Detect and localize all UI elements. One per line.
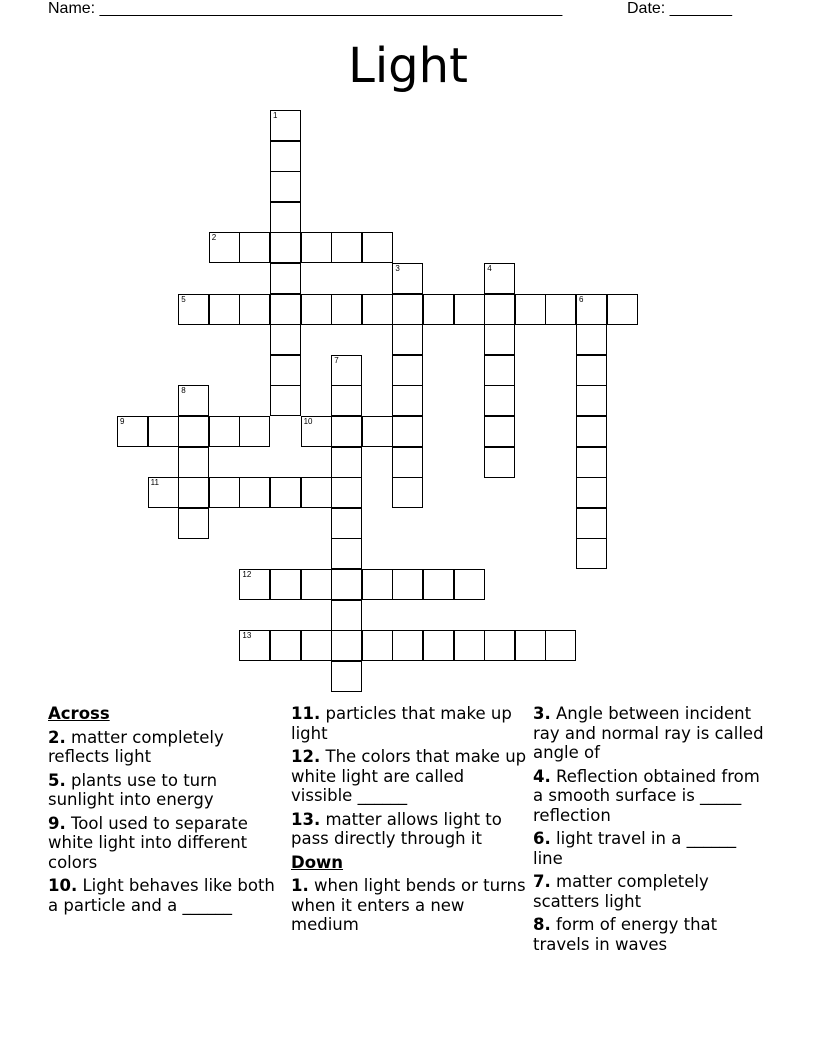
- grid-cell[interactable]: [423, 294, 454, 325]
- grid-cell[interactable]: [576, 508, 607, 539]
- grid-cell[interactable]: [301, 232, 332, 263]
- clue-number: 1.: [291, 876, 309, 895]
- grid-cell[interactable]: [576, 416, 607, 447]
- grid-cell[interactable]: [331, 416, 362, 447]
- grid-cell[interactable]: [392, 416, 423, 447]
- grid-cell[interactable]: [239, 294, 270, 325]
- clue-number: 13.: [291, 809, 321, 829]
- clue-down-1: [291, 876, 529, 935]
- grid-cell[interactable]: [331, 385, 362, 416]
- grid-cell[interactable]: [392, 447, 423, 478]
- grid-cell[interactable]: [239, 569, 270, 600]
- clue-text: particles that make up light: [291, 704, 512, 743]
- grid-cell[interactable]: [515, 294, 546, 325]
- grid-cell[interactable]: [270, 232, 301, 263]
- cell-number: 1: [273, 111, 278, 120]
- clue-across-13: [291, 810, 529, 849]
- clue-across-9: [48, 814, 286, 873]
- clue-text: when light bends or turns when it enters a new medium: [291, 876, 526, 934]
- clue-number: 4.: [533, 766, 551, 786]
- grid-cell[interactable]: [392, 477, 423, 508]
- clue-across-12: [291, 747, 529, 806]
- cell-number: 10: [303, 417, 313, 426]
- cell-number: 2: [211, 233, 217, 243]
- clue-down-7: [533, 872, 771, 911]
- clue-text: Tool used to separate white light into different colors: [48, 813, 248, 872]
- clue-number: 8.: [533, 915, 551, 934]
- clue-number: 3.: [533, 704, 551, 723]
- grid-cell[interactable]: [178, 508, 209, 539]
- clue-number: 12.: [291, 747, 321, 766]
- clues-column-2: [291, 704, 529, 935]
- clue-across-10: [48, 876, 286, 915]
- date-field[interactable]: Date: _______: [627, 0, 732, 17]
- grid-cell[interactable]: [576, 385, 607, 416]
- cell-number: 9: [120, 417, 125, 426]
- grid-cell[interactable]: [362, 294, 393, 325]
- grid-cell[interactable]: [178, 477, 209, 508]
- clue-down-6: [533, 829, 771, 868]
- cell-number: 7: [334, 355, 339, 365]
- grid-cell[interactable]: [178, 416, 209, 447]
- grid-cell[interactable]: [331, 232, 362, 263]
- cell-number: 6: [579, 294, 584, 304]
- grid-cell[interactable]: [209, 294, 240, 325]
- clues-column-1: [48, 704, 286, 915]
- grid-cell[interactable]: [331, 477, 362, 508]
- grid-cell[interactable]: [484, 385, 515, 416]
- grid-cell[interactable]: [331, 538, 362, 569]
- cell-number: 3: [395, 264, 400, 273]
- grid-cell[interactable]: [270, 202, 301, 233]
- clue-text: Angle between incident ray and normal ray is called angle of: [533, 704, 764, 762]
- clues-column-3: [533, 704, 771, 954]
- grid-cell[interactable]: [392, 324, 423, 355]
- grid-cell[interactable]: [270, 355, 301, 386]
- grid-cell[interactable]: [576, 355, 607, 386]
- grid-cell[interactable]: [148, 477, 179, 508]
- grid-cell[interactable]: [331, 508, 362, 539]
- grid-cell[interactable]: [270, 477, 301, 508]
- clue-text: plants use to turn sunlight into energy: [48, 770, 218, 809]
- grid-cell[interactable]: [454, 630, 485, 661]
- grid-cell[interactable]: [178, 447, 209, 478]
- grid-cell[interactable]: [454, 569, 485, 600]
- clue-number: 2.: [48, 727, 66, 747]
- grid-cell[interactable]: [270, 110, 301, 141]
- page-title: Light: [348, 38, 468, 94]
- grid-cell[interactable]: [270, 263, 301, 294]
- grid-cell[interactable]: [270, 324, 301, 355]
- grid-cell[interactable]: [331, 355, 362, 386]
- grid-cell[interactable]: [576, 294, 607, 325]
- clue-down-8: [533, 915, 771, 954]
- clue-text: matter allows light to pass directly through it: [291, 809, 502, 848]
- grid-cell[interactable]: [270, 171, 301, 202]
- clue-number: 5.: [48, 770, 66, 790]
- grid-cell[interactable]: [484, 416, 515, 447]
- grid-cell[interactable]: [484, 263, 515, 294]
- grid-cell[interactable]: [331, 294, 362, 325]
- grid-cell[interactable]: [484, 324, 515, 355]
- grid-cell[interactable]: [148, 416, 179, 447]
- clue-text: light travel in a ______ line: [533, 829, 737, 868]
- cell-number: 8: [181, 386, 186, 396]
- grid-cell[interactable]: [392, 355, 423, 386]
- grid-cell[interactable]: [331, 661, 362, 692]
- grid-cell[interactable]: [270, 141, 301, 172]
- grid-cell[interactable]: [331, 569, 362, 600]
- clue-number: 10.: [48, 876, 78, 895]
- grid-cell[interactable]: [209, 477, 240, 508]
- cell-number: 5: [181, 294, 186, 304]
- grid-cell[interactable]: [423, 569, 454, 600]
- cell-number: 11: [150, 478, 159, 488]
- clue-number: 9.: [48, 813, 66, 833]
- cell-number: 4: [487, 264, 492, 273]
- grid-cell[interactable]: [117, 416, 148, 447]
- clue-number: 7.: [533, 872, 551, 891]
- grid-cell[interactable]: [362, 416, 393, 447]
- grid-cell[interactable]: [392, 569, 423, 600]
- grid-cell[interactable]: [301, 569, 332, 600]
- grid-cell[interactable]: [454, 294, 485, 325]
- clue-text: Light behaves like both a particle and a ______: [48, 876, 275, 915]
- cell-number: 13: [242, 631, 252, 641]
- grid-cell[interactable]: [239, 232, 270, 263]
- grid-cell[interactable]: [607, 294, 638, 325]
- grid-cell[interactable]: [239, 416, 270, 447]
- grid-cell[interactable]: [545, 630, 576, 661]
- clue-text: Reflection obtained from a smooth surface is _____ reflection: [533, 766, 760, 825]
- clue-number: 11.: [291, 704, 321, 723]
- grid-cell[interactable]: [362, 569, 393, 600]
- grid-cell[interactable]: [392, 385, 423, 416]
- grid-cell[interactable]: [392, 294, 423, 325]
- name-field[interactable]: Name: ____________________________________________________: [48, 0, 563, 17]
- clue-across-11: [291, 704, 529, 743]
- clue-down-4: [533, 767, 771, 826]
- grid-cell[interactable]: [270, 385, 301, 416]
- across-heading: Across: [48, 704, 110, 723]
- grid-cell[interactable]: [484, 355, 515, 386]
- grid-cell[interactable]: [576, 447, 607, 478]
- grid-cell[interactable]: [270, 569, 301, 600]
- grid-cell[interactable]: [331, 447, 362, 478]
- grid-cell[interactable]: [392, 630, 423, 661]
- grid-cell[interactable]: [331, 630, 362, 661]
- grid-cell[interactable]: [484, 294, 515, 325]
- clue-text: matter completely scatters light: [533, 872, 709, 911]
- grid-cell[interactable]: [362, 630, 393, 661]
- grid-cell[interactable]: [301, 630, 332, 661]
- clue-across-2: [48, 728, 286, 767]
- grid-cell[interactable]: [362, 232, 393, 263]
- grid-cell[interactable]: [239, 630, 270, 661]
- grid-cell[interactable]: [576, 477, 607, 508]
- grid-cell[interactable]: [301, 416, 332, 447]
- clue-text: form of energy that travels in waves: [533, 915, 718, 954]
- grid-cell[interactable]: [484, 447, 515, 478]
- grid-cell[interactable]: [209, 416, 240, 447]
- clue-across-5: [48, 771, 286, 810]
- grid-cell[interactable]: [301, 477, 332, 508]
- grid-cell[interactable]: [392, 263, 423, 294]
- grid-cell[interactable]: [576, 538, 607, 569]
- grid-cell[interactable]: [423, 630, 454, 661]
- grid-cell[interactable]: [239, 477, 270, 508]
- cell-number: 12: [242, 570, 252, 579]
- clue-text: matter completely reflects light: [48, 727, 224, 766]
- grid-cell[interactable]: [209, 232, 240, 263]
- grid-cell[interactable]: [545, 294, 576, 325]
- grid-cell[interactable]: [576, 324, 607, 355]
- grid-cell[interactable]: [178, 385, 209, 416]
- grid-cell[interactable]: [178, 294, 209, 325]
- clue-down-3: [533, 704, 771, 763]
- clue-text: The colors that make up white light are called vissible ______: [291, 747, 527, 805]
- clue-number: 6.: [533, 829, 551, 848]
- grid-cell[interactable]: [270, 294, 301, 325]
- grid-cell[interactable]: [515, 630, 546, 661]
- grid-cell[interactable]: [484, 630, 515, 661]
- grid-cell[interactable]: [331, 600, 362, 631]
- down-heading: Down: [291, 852, 344, 872]
- grid-cell[interactable]: [270, 630, 301, 661]
- grid-cell[interactable]: [301, 294, 332, 325]
